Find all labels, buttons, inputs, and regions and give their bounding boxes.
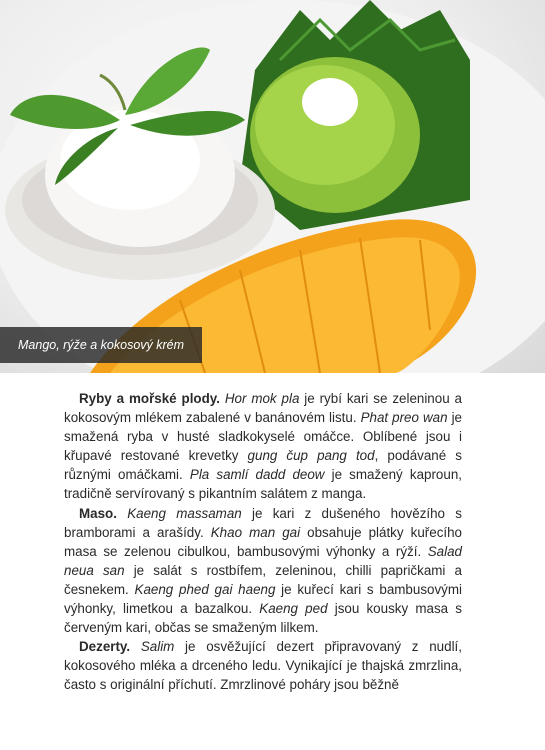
dish-name: gung čup pang tod <box>247 448 375 464</box>
text-run: , podávané s různými omáčkami. <box>64 448 462 483</box>
text-run: je kari z dušeného hovězího s bramborami a arašídy. <box>64 505 462 540</box>
dish-name: Hor mok pla <box>224 391 300 406</box>
section-heading: Ryby a mořské plody. <box>79 391 220 406</box>
dish-name: Salad neua san <box>64 543 462 578</box>
dish-name: Kaeng massaman <box>127 505 242 521</box>
paragraph <box>64 637 462 694</box>
text-run: je smažená ryba v husté sladkokyselé omáčce. Oblíbené jsou i křupavé restované krevetky <box>64 410 462 464</box>
coconut-cream-topping <box>302 78 358 126</box>
dish-name: Khao man gai <box>210 524 301 540</box>
paragraph <box>64 389 462 504</box>
dish-name: Kaeng ped <box>259 601 328 617</box>
dish-name: Pla samlí dadd deow <box>189 467 325 483</box>
text-run: jsou kousky masa s červeným kari, občas se smaženým lilkem. <box>64 601 462 636</box>
dish-name: Kaeng phed gai haeng <box>134 581 276 597</box>
text-run: je osvěžující dezert připravovaný z nudlí, kokosového mléka a drceného ledu. Vynikající je thajská zmrzlina, často s originální příchutí. Zmrzlinové poháry jsou běžně <box>64 639 462 693</box>
text-run <box>130 639 141 654</box>
section-heading: Dezerty. <box>79 639 131 655</box>
section-heading: Maso. <box>79 505 117 521</box>
text-run <box>117 506 127 521</box>
article-text <box>64 389 462 695</box>
text-run: je kuřecí kari s bambusovými výhonky, limetkou a bazalkou. <box>64 581 462 617</box>
food-photo <box>0 0 545 373</box>
dish-name: Phat preo wan <box>360 410 448 426</box>
photo-caption: Mango, rýže a kokosový krém <box>0 327 202 363</box>
paragraph <box>64 504 462 638</box>
text-run: obsahuje plátky kuřecího masa se zelenou cibulkou, bambusovými výhonky a rýží. <box>64 524 463 559</box>
dish-name: Salim <box>140 639 175 655</box>
text-run: je salát s rostbífem, zeleninou, chilli papričkami a česnekem. <box>64 562 462 597</box>
text-run: je rybí kari se zeleninou a kokosovým mlékem zabalené v banánovém listu. <box>64 391 462 426</box>
text-run: je smažený kaproun, tradičně servírovaný s pikantním salátem z manga. <box>64 467 462 502</box>
mango-rice-coconut-illustration <box>0 0 545 373</box>
